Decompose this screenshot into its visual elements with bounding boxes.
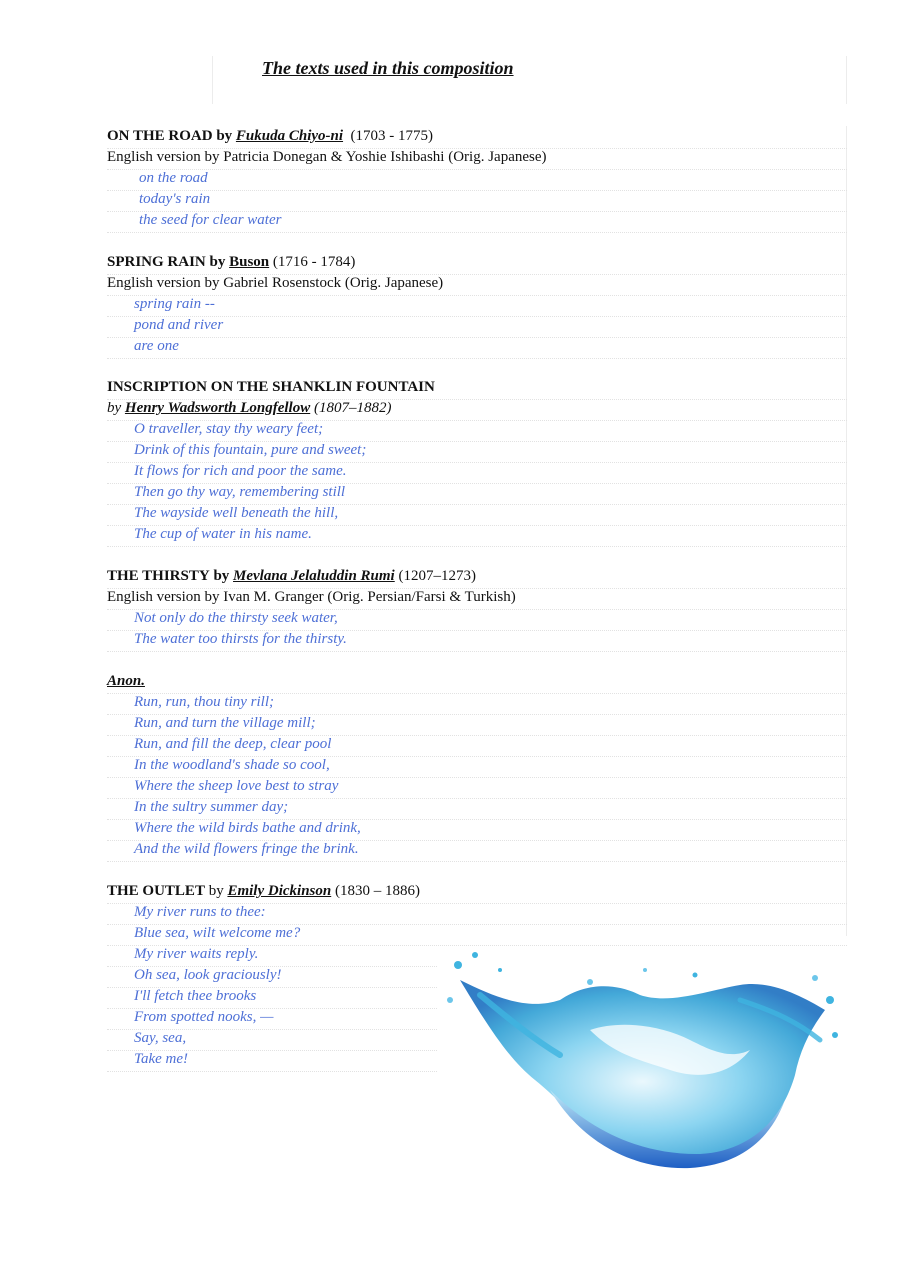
poem-line: My river runs to thee: — [107, 903, 847, 925]
poem-line: today's rain — [107, 190, 847, 212]
poem-line: Blue sea, wilt welcome me? — [107, 924, 847, 946]
poem-title: THE OUTLET — [107, 883, 205, 899]
author-name: Fukuda Chiyo-ni — [235, 128, 344, 144]
author-dates: (1703 - 1775) — [350, 128, 434, 144]
by-word: by — [213, 568, 230, 584]
poem-line: Not only do the thirsty seek water, — [107, 609, 847, 631]
author-line — [107, 399, 847, 421]
poem-line: the seed for clear water — [107, 211, 847, 233]
poem-line: My river waits reply. — [107, 945, 437, 967]
poem-line: Where the sheep love best to stray — [107, 777, 847, 799]
poem-line: Take me! — [107, 1050, 437, 1072]
poem-line: Run, and turn the village mill; — [107, 714, 847, 736]
poem-title: INSCRIPTION ON THE SHANKLIN FOUNTAIN — [107, 378, 847, 400]
divider — [846, 56, 847, 104]
section-heading — [107, 253, 847, 275]
translation-credit: English version by Ivan M. Granger (Orig. Persian/Farsi & Turkish) — [107, 588, 847, 610]
poem-line: It flows for rich and poor the same. — [107, 462, 847, 484]
poem-line: In the woodland's shade so cool, — [107, 756, 847, 778]
author-dates: (1830 – 1886) — [334, 883, 420, 899]
by-word: by — [208, 883, 224, 899]
author-dates: (1207–1273) — [398, 568, 476, 584]
by-word: by — [107, 400, 122, 416]
translation-credit: English version by Gabriel Rosenstock (Orig. Japanese) — [107, 274, 847, 296]
translation-credit: English version by Patricia Donegan & Yoshie Ishibashi (Orig. Japanese) — [107, 148, 847, 170]
author-name: Mevlana Jelaluddin Rumi — [233, 568, 395, 584]
poem-line: O traveller, stay thy weary feet; — [107, 420, 847, 442]
poem-line: I'll fetch thee brooks — [107, 987, 437, 1009]
section-heading — [107, 882, 847, 904]
poem-line: In the sultry summer day; — [107, 798, 847, 820]
page-title: The texts used in this composition — [262, 58, 514, 78]
poem-line: on the road — [107, 169, 847, 191]
poem-line: Then go thy way, remembering still — [107, 483, 847, 505]
section-heading — [107, 567, 847, 589]
poem-line: Run, and fill the deep, clear pool — [107, 735, 847, 757]
poem-line: Say, sea, — [107, 1029, 437, 1051]
poem-line: are one — [107, 337, 847, 359]
author-dates: (1716 - 1784) — [272, 254, 356, 270]
by-word: by — [209, 254, 226, 270]
poem-title: ON THE ROAD — [107, 128, 213, 144]
poem-line: Run, run, thou tiny rill; — [107, 693, 847, 715]
poem-line: The water too thirsts for the thirsty. — [107, 630, 847, 652]
section-heading — [107, 127, 847, 149]
poem-line: Drink of this fountain, pure and sweet; — [107, 441, 847, 463]
poem-line: The cup of water in his name. — [107, 525, 847, 547]
author-name: Henry Wadsworth Longfellow — [124, 400, 311, 416]
divider — [212, 56, 213, 104]
poem-line: The wayside well beneath the hill, — [107, 504, 847, 526]
poem-line: pond and river — [107, 316, 847, 338]
section-heading — [107, 672, 847, 694]
poem-line: And the wild flowers fringe the brink. — [107, 840, 847, 862]
poem-title: THE THIRSTY — [107, 568, 210, 584]
poem-line: Oh sea, look graciously! — [107, 966, 437, 988]
author-dates: (1807–1882) — [313, 400, 392, 416]
poem-title: SPRING RAIN — [107, 254, 206, 270]
by-word: by — [216, 128, 233, 144]
poem-line: spring rain -- — [107, 295, 847, 317]
poem-line: From spotted nooks, — — [107, 1008, 437, 1030]
author-name: Buson — [229, 254, 270, 270]
poem-line: Where the wild birds bathe and drink, — [107, 819, 847, 841]
author-name: Anon. — [107, 673, 145, 689]
water-splash-image — [440, 940, 840, 1180]
author-name: Emily Dickinson — [227, 883, 332, 899]
